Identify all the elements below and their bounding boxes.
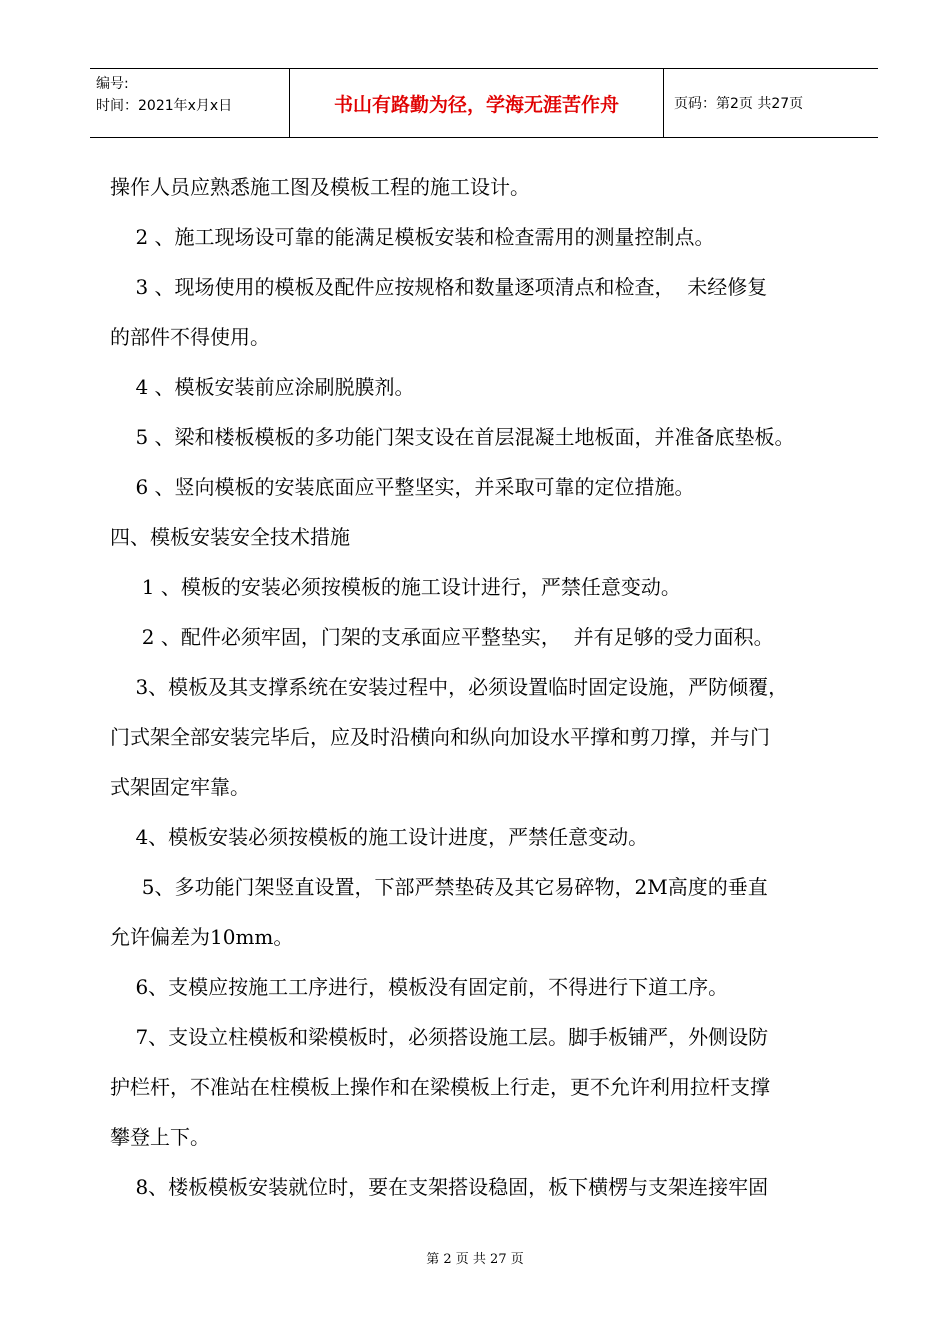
time-label: 时间：2021年x月x日	[96, 98, 233, 114]
page-footer: 第 2 页 共 27 页	[426, 1252, 524, 1267]
header-page-info: 页码：第2页 共27页	[674, 96, 804, 112]
text-line: 3 、现场使用的模板及配件应按规格和数量逐项清点和检查， 未经修复	[110, 275, 768, 299]
text-line: 3、模板及其支撑系统在安装过程中，必须设置临时固定设施，严防倾覆，	[110, 675, 789, 699]
text-line: 的部件不得使用。	[110, 325, 270, 349]
text-line: 2 、配件必须牢固，门架的支承面应平整垫实， 并有足够的受力面积。	[110, 625, 774, 649]
text-line: 6、支模应按施工工序进行，模板没有固定前，不得进行下道工序。	[110, 975, 729, 999]
text-line: 护栏杆，不准站在柱模板上操作和在梁模板上行走，更不允许利用拉杆支撑	[110, 1075, 770, 1099]
text-line: 攀登上下。	[110, 1125, 210, 1149]
text-line: 6 、竖向模板的安装底面应平整坚实，并采取可靠的定位措施。	[110, 475, 695, 499]
text-line: 8、楼板模板安装就位时，要在支架搭设稳固，板下横楞与支架连接牢固	[110, 1175, 769, 1199]
text-line: 允许偏差为10mm。	[110, 925, 294, 949]
document-body	[110, 162, 862, 1212]
text-line: 1 、模板的安装必须按模板的施工设计进行，严禁任意变动。	[110, 575, 681, 599]
text-line: 4、模板安装必须按模板的施工设计进度，严禁任意变动。	[110, 825, 649, 849]
section-heading: 四、模板安装安全技术措施	[110, 525, 350, 549]
page-header	[90, 68, 878, 138]
text-line: 4 、模板安装前应涂刷脱膜剂。	[110, 375, 415, 399]
text-line: 2 、施工现场设可靠的能满足模板安装和检查需用的测量控制点。	[110, 225, 715, 249]
text-line: 5、多功能门架竖直设置，下部严禁垫砖及其它易碎物，2M高度的垂直	[110, 875, 768, 899]
text-line: 操作人员应熟悉施工图及模板工程的施工设计。	[110, 175, 530, 199]
text-line: 门式架全部安装完毕后，应及时沿横向和纵向加设水平撑和剪刀撑，并与门	[110, 725, 770, 749]
text-line: 式架固定牢靠。	[110, 775, 250, 799]
header-meta	[90, 69, 290, 137]
header-motto: 书山有路勤为径，学海无涯苦作舟	[290, 69, 664, 137]
number-label: 编号:	[96, 76, 129, 92]
text-line: 7、支设立柱模板和梁模板时，必须搭设施工层。脚手板铺严，外侧设防	[110, 1025, 769, 1049]
text-line: 5 、梁和楼板模板的多功能门架支设在首层混凝土地板面，并准备底垫板。	[110, 425, 795, 449]
